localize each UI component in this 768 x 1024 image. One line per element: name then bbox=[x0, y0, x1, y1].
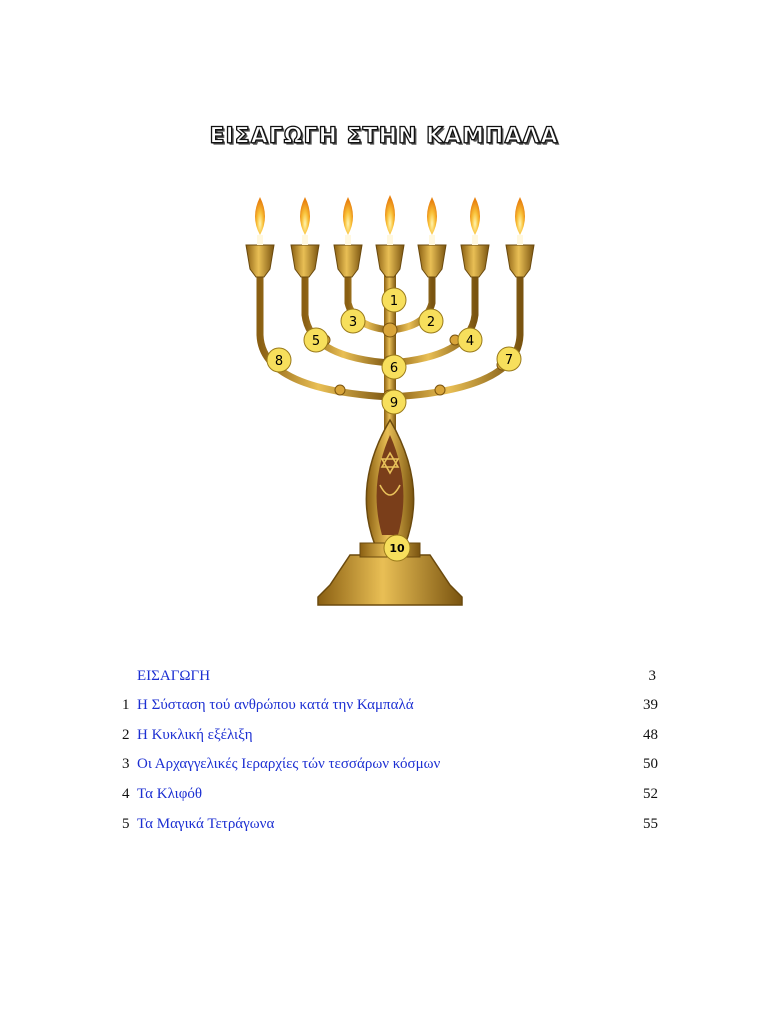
toc-entry-number: 1 bbox=[122, 697, 130, 713]
toc-entry-page: 39 bbox=[643, 697, 658, 713]
svg-text:2: 2 bbox=[426, 315, 436, 330]
svg-text:8: 8 bbox=[274, 354, 284, 369]
toc-entry-title[interactable]: Η Σύσταση τού ανθρώπου κατά την Καμπαλά bbox=[137, 697, 414, 713]
toc-entry-page: 48 bbox=[643, 727, 658, 743]
toc-entry-intro[interactable] bbox=[122, 668, 658, 692]
toc-entry-number: 2 bbox=[122, 727, 130, 743]
svg-text:1: 1 bbox=[389, 294, 399, 309]
toc-entry-title[interactable]: Η Κυκλική εξέλιξη bbox=[137, 727, 253, 743]
toc-entry-4[interactable] bbox=[122, 786, 658, 810]
svg-text:5: 5 bbox=[311, 334, 321, 349]
document-title: ΕΙΣΑΓΩΓΗ ΣΤΗΝ ΚΑΜΠΑΛΑ bbox=[209, 124, 559, 149]
toc-entry-page: 3 bbox=[648, 668, 656, 684]
svg-text:7: 7 bbox=[504, 353, 514, 368]
svg-text:3: 3 bbox=[348, 315, 358, 330]
toc-entry-page: 50 bbox=[643, 756, 658, 772]
toc-entry-title[interactable]: ΕΙΣΑΓΩΓΗ bbox=[137, 668, 211, 684]
toc-entry-number: 5 bbox=[122, 816, 130, 832]
toc-entry-1[interactable] bbox=[122, 697, 658, 721]
toc-entry-title[interactable]: Οι Αρχαγγελικές Ιεραρχίες τών τεσσάρων κόσμων bbox=[137, 756, 441, 772]
toc-entry-title[interactable]: Τα Κλιφόθ bbox=[137, 786, 203, 802]
toc-entry-title[interactable]: Τα Μαγικά Τετράγωνα bbox=[137, 816, 275, 832]
svg-text:6: 6 bbox=[389, 361, 399, 376]
svg-text:10: 10 bbox=[389, 542, 405, 555]
svg-text:9: 9 bbox=[389, 396, 399, 411]
toc-entry-2[interactable] bbox=[122, 727, 658, 751]
toc-entry-5[interactable] bbox=[122, 816, 658, 840]
toc-entry-number: 3 bbox=[122, 756, 130, 772]
svg-text:4: 4 bbox=[465, 334, 475, 349]
toc-entry-number: 4 bbox=[122, 786, 130, 802]
toc-entry-3[interactable] bbox=[122, 756, 658, 780]
toc-entry-page: 52 bbox=[643, 786, 658, 802]
toc-entry-page: 55 bbox=[643, 816, 658, 832]
